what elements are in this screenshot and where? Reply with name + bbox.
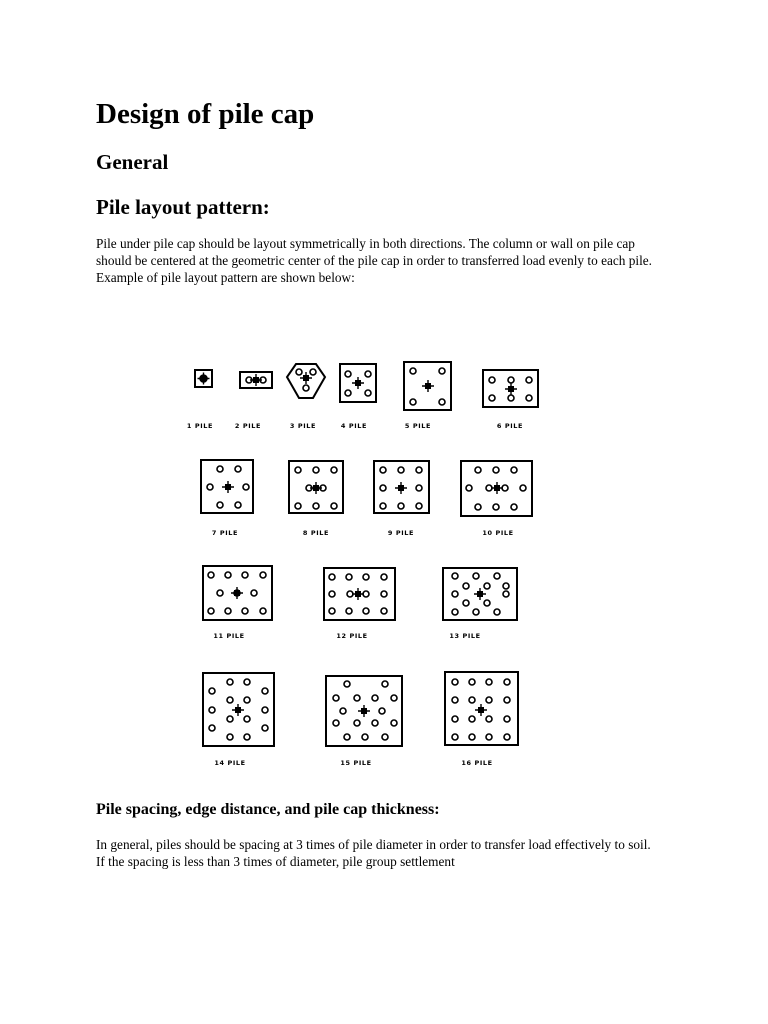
column-crosshair (474, 588, 486, 600)
column-crosshair (198, 373, 210, 385)
pile-circle (484, 600, 490, 606)
pile-circle (526, 377, 532, 383)
column-crosshair (250, 374, 262, 386)
layout-15-pile (326, 676, 402, 746)
spacing-paragraph: In general, piles should be spacing at 3 times of pile diameter in order to transfer load effectively to soil. If the spacing is less than 3 times of diameter, pile group settlement (96, 837, 651, 869)
pile-circle (313, 467, 319, 473)
pile-circle (410, 399, 416, 405)
pile-circle (469, 697, 475, 703)
pile-circle (439, 368, 445, 374)
pile-circle (380, 503, 386, 509)
pile-circle (262, 725, 268, 731)
pile-circle (489, 395, 495, 401)
pile-circle (493, 504, 499, 510)
pile-circle (295, 467, 301, 473)
column-crosshair (505, 383, 517, 395)
pile-circle (244, 679, 250, 685)
pile-circle (227, 679, 233, 685)
pile-count-label: 9 PILE (387, 529, 415, 537)
pile-circle (296, 369, 302, 375)
section-heading-general: General (96, 150, 169, 174)
pile-circle (504, 697, 510, 703)
pile-circle (469, 679, 475, 685)
pile-circle (209, 725, 215, 731)
pile-circle (331, 467, 337, 473)
pile-circle (469, 734, 475, 740)
pile-count-label: 14 PILE (214, 759, 246, 767)
pile-count-label: 6 PILE (496, 422, 524, 430)
page-title: Design of pile cap (96, 98, 315, 130)
pile-circle (416, 503, 422, 509)
pile-circle (504, 679, 510, 685)
pile-circle (295, 503, 301, 509)
pile-circle (235, 502, 241, 508)
pile-count-label: 15 PILE (340, 759, 372, 767)
layout-12-pile (324, 568, 395, 620)
pile-circle (452, 609, 458, 615)
pile-circle (508, 395, 514, 401)
pile-circle (486, 734, 492, 740)
pile-circle (362, 734, 368, 740)
pile-circle (217, 466, 223, 472)
pile-circle (260, 608, 266, 614)
pile-count-label: 1 PILE (186, 422, 214, 430)
pile-circle (520, 485, 526, 491)
pile-circle (494, 609, 500, 615)
pile-circle (475, 504, 481, 510)
layout-5-pile (404, 362, 451, 410)
pile-circle (235, 466, 241, 472)
column-crosshair (222, 481, 234, 493)
pile-circle (511, 467, 517, 473)
pile-circle (503, 583, 509, 589)
pile-count-label: 8 PILE (302, 529, 330, 537)
pile-circle (473, 609, 479, 615)
layout-16-pile (445, 672, 518, 745)
pile-circle (329, 574, 335, 580)
pile-circle (372, 720, 378, 726)
pile-circle (310, 369, 316, 375)
pile-circle (416, 467, 422, 473)
pile-circle (244, 734, 250, 740)
layout-4-pile (340, 364, 376, 402)
column-crosshair (358, 705, 370, 717)
pile-layout-diagram (0, 350, 768, 780)
column-crosshair (352, 377, 364, 389)
pile-circle (526, 395, 532, 401)
pile-circle (331, 503, 337, 509)
column-crosshair (475, 704, 487, 716)
pile-count-label: 10 PILE (482, 529, 514, 537)
pile-circle (344, 681, 350, 687)
pile-circle (365, 371, 371, 377)
pile-circle (227, 734, 233, 740)
pile-circle (380, 485, 386, 491)
pile-circle (340, 708, 346, 714)
pile-count-label: 16 PILE (461, 759, 493, 767)
pile-circle (262, 688, 268, 694)
column-crosshair (491, 482, 503, 494)
pile-circle (262, 707, 268, 713)
pile-circle (469, 716, 475, 722)
pile-circle (333, 695, 339, 701)
pile-count-label: 3 PILE (289, 422, 317, 430)
pile-circle (217, 590, 223, 596)
pile-circle (486, 679, 492, 685)
column-crosshair (231, 587, 243, 599)
pile-circle (466, 485, 472, 491)
pile-circle (452, 679, 458, 685)
pile-count-label: 4 PILE (340, 422, 368, 430)
pile-circle (463, 600, 469, 606)
pile-circle (452, 591, 458, 597)
pile-circle (508, 377, 514, 383)
pile-circle (303, 385, 309, 391)
pile-circle (486, 697, 492, 703)
pile-count-label: 5 PILE (404, 422, 432, 430)
pile-circle (381, 591, 387, 597)
layout-7-pile (201, 460, 253, 513)
pile-circle (344, 734, 350, 740)
layout-6-pile (483, 370, 538, 407)
pile-circle (379, 708, 385, 714)
pile-circle (251, 590, 257, 596)
pile-circle (209, 688, 215, 694)
pile-circle (333, 720, 339, 726)
pile-circle (398, 467, 404, 473)
pile-circle (452, 716, 458, 722)
pile-count-label: 2 PILE (234, 422, 262, 430)
pile-circle (329, 591, 335, 597)
pile-circle (244, 697, 250, 703)
pile-circle (503, 591, 509, 597)
layout-3-pile (287, 364, 325, 398)
pile-circle (493, 467, 499, 473)
pile-circle (329, 608, 335, 614)
pile-circle (489, 377, 495, 383)
pile-circle (486, 716, 492, 722)
pile-circle (463, 583, 469, 589)
column-crosshair (352, 588, 364, 600)
pile-count-label: 12 PILE (336, 632, 368, 640)
pile-circle (244, 716, 250, 722)
pile-circle (381, 608, 387, 614)
pile-circle (225, 572, 231, 578)
pile-circle (439, 399, 445, 405)
layout-1-pile (195, 370, 212, 387)
pile-circle (452, 734, 458, 740)
layout-8-pile (289, 461, 343, 513)
pile-circle (260, 572, 266, 578)
pile-circle (242, 572, 248, 578)
pile-circle (410, 368, 416, 374)
column-crosshair (395, 482, 407, 494)
layout-2-pile (240, 372, 272, 388)
pile-circle (382, 681, 388, 687)
pile-circle (227, 716, 233, 722)
pile-circle (217, 502, 223, 508)
pile-circle (511, 504, 517, 510)
column-crosshair (310, 482, 322, 494)
pile-circle (363, 574, 369, 580)
pile-circle (452, 573, 458, 579)
pile-circle (365, 390, 371, 396)
pile-circle (207, 484, 213, 490)
pile-circle (354, 695, 360, 701)
pile-circle (243, 484, 249, 490)
pile-circle (242, 608, 248, 614)
pile-circle (346, 574, 352, 580)
pile-count-label: 7 PILE (211, 529, 239, 537)
pile-circle (354, 720, 360, 726)
pile-circle (494, 573, 500, 579)
subsection-heading-pile-layout: Pile layout pattern: (96, 195, 270, 219)
pile-circle (398, 503, 404, 509)
column-crosshair (422, 380, 434, 392)
pile-circle (372, 695, 378, 701)
pile-circle (209, 707, 215, 713)
pile-circle (473, 573, 479, 579)
pile-circle (504, 716, 510, 722)
pile-circle (227, 697, 233, 703)
layout-9-pile (374, 461, 429, 513)
layout-10-pile (461, 461, 532, 516)
pile-circle (313, 503, 319, 509)
pile-count-label: 11 PILE (213, 632, 245, 640)
pile-circle (208, 608, 214, 614)
pile-circle (484, 583, 490, 589)
pile-circle (345, 390, 351, 396)
layout-14-pile (203, 673, 274, 746)
intro-paragraph: Pile under pile cap should be layout symmetrically in both directions. The column or wall on pile cap should be centered at the geometric center of the pile cap in order to transferred load evenly to each pile. Example of pile layout pattern are shown below: (96, 236, 653, 285)
pile-circle (225, 608, 231, 614)
pile-circle (382, 734, 388, 740)
pile-circle (363, 608, 369, 614)
pile-circle (475, 467, 481, 473)
pile-circle (391, 720, 397, 726)
layout-11-pile (203, 566, 272, 620)
pile-count-label: 13 PILE (449, 632, 481, 640)
pile-circle (208, 572, 214, 578)
pile-circle (380, 467, 386, 473)
pile-circle (504, 734, 510, 740)
pile-circle (391, 695, 397, 701)
pile-circle (452, 697, 458, 703)
pile-circle (381, 574, 387, 580)
pile-circle (416, 485, 422, 491)
pile-circle (345, 371, 351, 377)
column-crosshair (232, 704, 244, 716)
pile-circle (346, 608, 352, 614)
spacing-heading: Pile spacing, edge distance, and pile cap thickness: (96, 801, 440, 818)
layout-13-pile (443, 568, 517, 620)
